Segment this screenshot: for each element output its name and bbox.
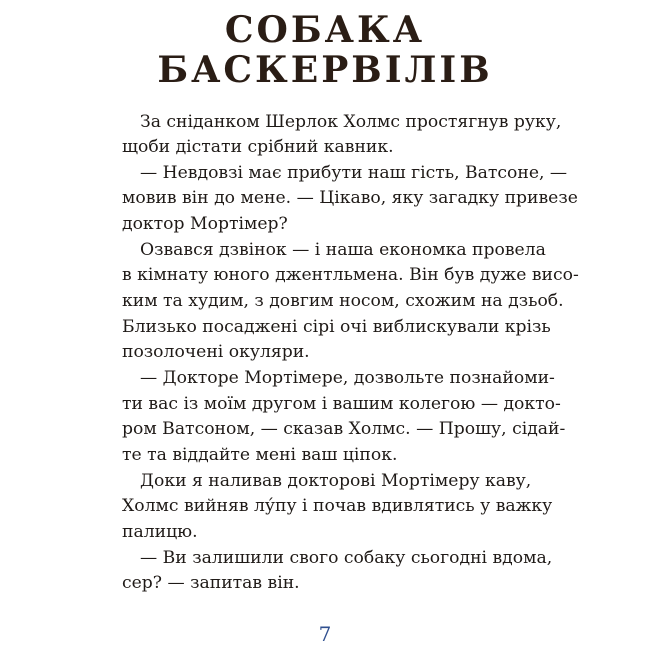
text-line: Озвався дзвінок — і наша економка провела xyxy=(140,240,546,260)
text-line: доктор Мортімер? xyxy=(122,214,288,234)
text-line: палицю. xyxy=(122,522,198,542)
text-line: позолочені окуляри. xyxy=(122,342,310,362)
page-title-line-1: СОБАКА xyxy=(224,9,426,51)
text-line: сер? — запитав він. xyxy=(122,573,300,593)
page-title-line-2: БАСКЕРВІЛІВ xyxy=(157,49,493,91)
text-line: ти вас із моїм другом і вашим колегою — докто- xyxy=(122,394,561,414)
text-line: Доки я наливав докторові Мортімеру каву, xyxy=(140,471,532,491)
text-line: те та віддайте мені ваш ціпок. xyxy=(122,445,398,465)
text-line: Холмс вийняв лу́пу і почав вдивлятись у важку xyxy=(122,496,553,516)
text-line: в кімнату юного джентльмена. Він був дуже висо- xyxy=(122,265,579,285)
text-line: щоби дістати срібний кавник. xyxy=(122,137,394,157)
text-line: За сніданком Шерлок Холмс простягнув руку, xyxy=(140,112,562,132)
page-number: 7 xyxy=(318,622,332,646)
text-line: ром Ватсоном, — сказав Холмс. — Прошу, сідай- xyxy=(122,419,566,439)
text-line: — Докторе Мортімере, дозвольте познайоми- xyxy=(140,368,555,388)
text-line: — Ви залишили свого собаку сьогодні вдома, xyxy=(140,548,553,568)
text-line: Близько посаджені сірі очі виблискували крізь xyxy=(122,317,551,337)
text-line: мовив він до мене. — Цікаво, яку загадку привезе xyxy=(122,188,578,208)
text-line: — Невдовзі має прибути наш гість, Ватсоне, — xyxy=(140,163,568,183)
text-line: ким та худим, з довгим носом, схожим на дзьоб. xyxy=(122,291,564,311)
